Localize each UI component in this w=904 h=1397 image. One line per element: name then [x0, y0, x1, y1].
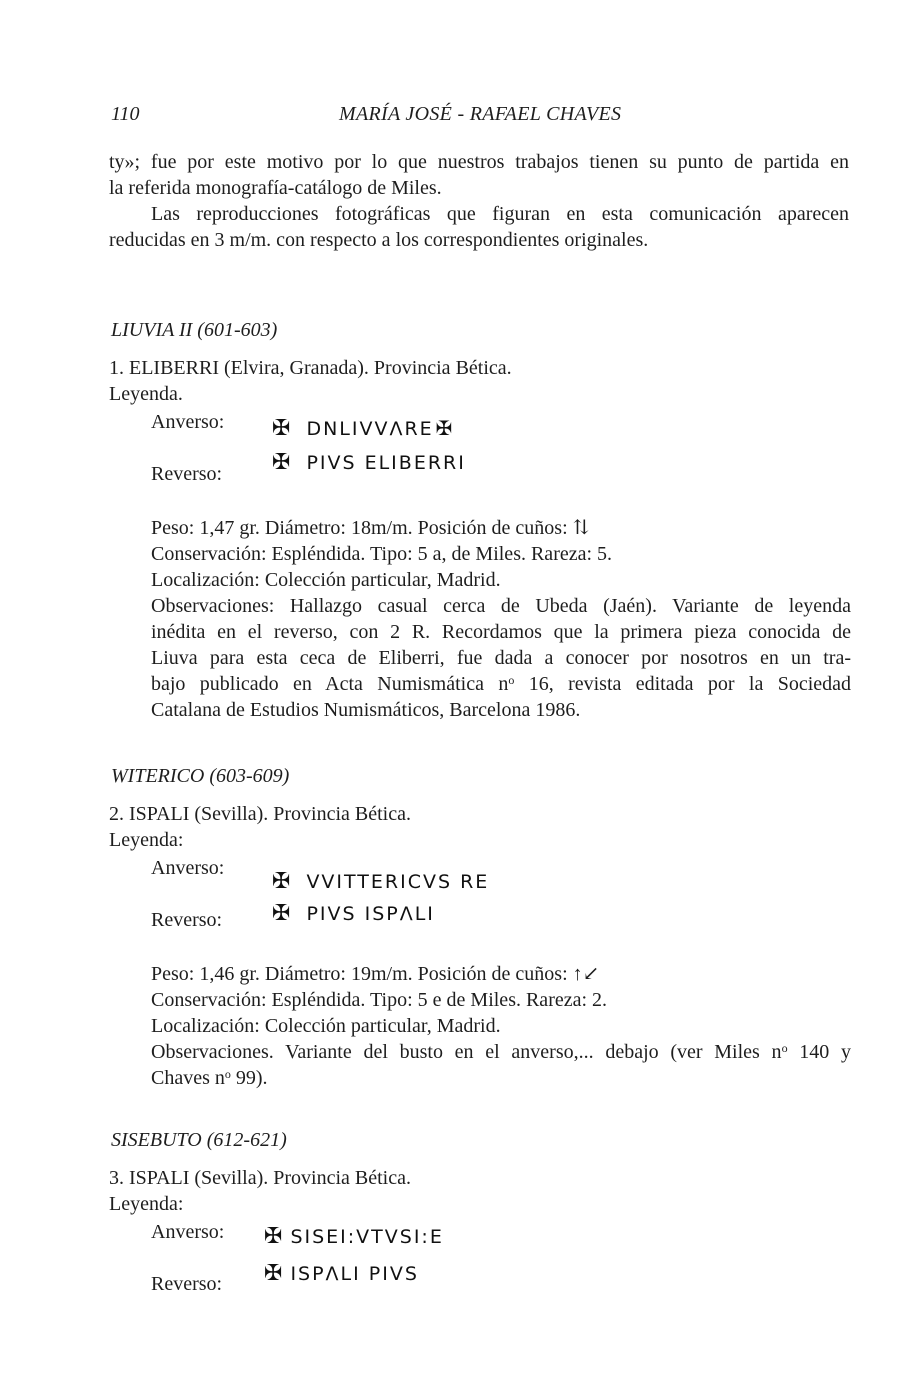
cross-potent-icon: ✠ — [272, 450, 291, 475]
detail-line: Conservación: Espléndida. Tipo: 5 e de Miles. Rareza: 2. — [151, 989, 608, 1011]
intro-line: reducidas en 3 m/m. con respecto a los correspondientes originales. — [109, 229, 649, 251]
ordinal-mark: o — [224, 1067, 231, 1081]
detail-line: Peso: 1,47 gr. Diámetro: 18m/m. Posición de cuños: ⇅ — [151, 517, 590, 539]
detail-text: Chaves n — [151, 1067, 225, 1089]
cross-potent-icon: ✠ — [272, 416, 291, 441]
ordinal-mark: o — [781, 1041, 788, 1055]
legend-label: Leyenda: — [109, 1193, 184, 1215]
detail-text: 99). — [230, 1067, 268, 1089]
legend-label: Leyenda: — [109, 829, 184, 851]
obverse-legend — [272, 415, 452, 442]
intro-line: la referida monografía-catálogo de Miles. — [109, 177, 442, 199]
reverse-legend — [264, 1261, 419, 1287]
reverse-label: Reverso: — [151, 909, 223, 931]
coin-details — [151, 515, 851, 723]
detail-text: bajo publicado en Acta Numismática n — [151, 673, 509, 695]
reverse-legend-text: PIVS ISPΛLI — [306, 903, 435, 925]
obverse-legend-text: VVITTERICVS RE — [306, 871, 490, 893]
obverse-legend — [264, 1224, 444, 1250]
detail-line: Observaciones: Hallazgo casual cerca de Ubeda (Jaén). Variante de leyenda — [151, 595, 851, 617]
cross-potent-icon: ✠ — [272, 869, 291, 894]
detail-line: inédita en el reverso, con 2 R. Recordamos que la primera pieza conocida de — [151, 621, 851, 643]
obverse-label: Anverso: — [151, 411, 225, 433]
intro-paragraph-2 — [151, 201, 849, 227]
obverse-legend-text: SISEI:VTVSI:E — [290, 1226, 444, 1248]
page-number: 110 — [111, 103, 140, 125]
obverse-label: Anverso: — [151, 857, 225, 879]
detail-line — [151, 1065, 851, 1091]
reverse-label: Reverso: — [151, 1273, 223, 1295]
detail-line: Catalana de Estudios Numismáticos, Barcelona 1986. — [151, 699, 581, 721]
detail-text: 16, revista editada por la Sociedad — [514, 673, 852, 695]
cross-potent-icon: ✠ — [264, 1224, 283, 1249]
reverse-legend-text: PIVS ELIBERRI — [306, 452, 466, 474]
intro-line: ty»; fue por este motivo por lo que nuestros trabajos tienen su punto de partida en — [109, 151, 849, 173]
reverse-legend-text: ISPΛLI PIVS — [290, 1263, 419, 1285]
detail-line: Peso: 1,46 gr. Diámetro: 19m/m. Posición de cuños: ↑↙ — [151, 963, 600, 985]
detail-line: Localización: Colección particular, Madrid. — [151, 1015, 501, 1037]
obverse-label: Anverso: — [151, 1221, 225, 1243]
obverse-legend — [272, 869, 489, 895]
cross-potent-icon: ✠ — [435, 416, 453, 440]
detail-line: Conservación: Espléndida. Tipo: 5 a, de Miles. Rareza: 5. — [151, 543, 613, 565]
mint-entry: 2. ISPALI (Sevilla). Provincia Bética. — [109, 803, 411, 825]
mint-entry: 1. ELIBERRI (Elvira, Granada). Provincia Bética. — [109, 357, 512, 379]
intro-line: Las reproducciones fotográficas que figuran en esta comunicación aparecen — [151, 203, 849, 225]
section-title: LIUVIA II (601-603) — [111, 319, 278, 341]
intro-paragraph — [109, 149, 849, 201]
detail-line: Localización: Colección particular, Madrid. — [151, 569, 501, 591]
reverse-label: Reverso: — [151, 463, 223, 485]
running-title: MARÍA JOSÉ - RAFAEL CHAVES — [339, 103, 622, 125]
detail-line — [151, 671, 851, 697]
section-title: SISEBUTO (612-621) — [111, 1129, 287, 1151]
coin-details — [151, 961, 851, 1091]
mint-entry: 3. ISPALI (Sevilla). Provincia Bética. — [109, 1167, 411, 1189]
reverse-legend — [272, 450, 466, 476]
ordinal-mark: o — [508, 673, 515, 687]
reverse-legend — [272, 901, 435, 927]
detail-text: Observaciones. Variante del busto en el anverso,... debajo (ver Miles n — [151, 1041, 782, 1063]
cross-potent-icon: ✠ — [272, 901, 291, 926]
obverse-legend-text: DNLIVVΛRE — [306, 418, 434, 440]
cross-potent-icon: ✠ — [264, 1261, 283, 1286]
section-title: WITERICO (603-609) — [111, 765, 290, 787]
detail-line — [151, 1039, 851, 1065]
detail-line: Liuva para esta ceca de Eliberri, fue dada a conocer por nosotros en un tra- — [151, 647, 851, 669]
legend-label: Leyenda. — [109, 383, 183, 405]
detail-text: 140 y — [787, 1041, 852, 1063]
